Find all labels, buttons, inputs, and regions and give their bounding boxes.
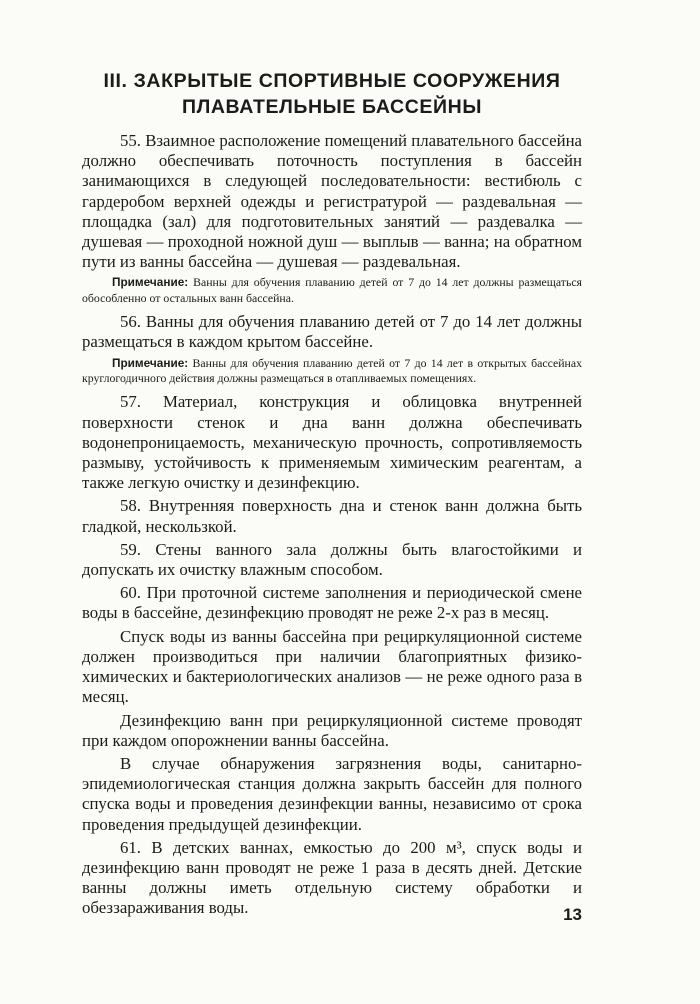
paragraph-60-drain: Спуск воды из ванны бассейна при рециркуляционной системе должен производиться при наличии благоприятных физико-химических и бактериологических анализов — не реже одного раза в месяц. bbox=[82, 626, 582, 707]
paragraph-55: 55. Взаимное расположение помещений плавательного бассейна должно обеспечивать поточность поступления в бассейн занимающихся в следующей последовательности: вестибюль с гардеробом верхней одежды и регистратурой — раздевальная — площадка (зал) для подготовительных занятий — раздевалка — душевая — проходной ножной душ — выплыв — ванна; на обратном пути из ванны бассейна — душевая — раздевальная. bbox=[82, 131, 582, 272]
paragraph-61: 61. В детских ваннах, емкостью до 200 м³, спуск воды и дезинфекцию ванн проводят не реже 1 раза в десять дней. Детские ванны должны иметь отдельную систему обработки и обеззараживания воды. bbox=[82, 837, 582, 918]
paragraph-60-contamination: В случае обнаружения загрязнения воды, санитарно-эпидемиологическая станция должна закрыть бассейн для полного спуска воды и проведения дезинфекции ванны, независимо от срока проведения предыдущей дезинфекции. bbox=[82, 753, 582, 834]
heading-line-2: ПЛАВАТЕЛЬНЫЕ БАССЕЙНЫ bbox=[181, 96, 483, 118]
page-number: 13 bbox=[563, 905, 582, 924]
note-label: Примечание: bbox=[112, 355, 189, 370]
paragraph-56: 56. Ванны для обучения плаванию детей от 7 до 14 лет должны размещаться в каждом крытом бассейне. bbox=[82, 312, 582, 352]
heading-line-1: III. ЗАКРЫТЫЕ СПОРТИВНЫЕ СООРУЖЕНИЯ bbox=[103, 70, 561, 92]
paragraph-57: 57. Материал, конструкция и облицовка внутренней поверхности стенок и дна ванн должна обеспечивать водонепроницаемость, механическую прочность, сопротивляемость размыву, устойчивость к применяемым химическим реагентам, а также легкую очистку и дезинфекцию. bbox=[82, 392, 582, 493]
note-56 bbox=[82, 356, 582, 387]
paragraph-59: 59. Стены ванного зала должны быть влагостойкими и допускать их очистку влажным способом. bbox=[82, 539, 582, 580]
paragraph-58: 58. Внутренняя поверхность дна и стенок ванн должна быть гладкой, нескользкой. bbox=[82, 496, 582, 536]
note-label: Примечание: bbox=[112, 275, 189, 290]
note-text: Ванны для обучения плаванию детей от 7 до 14 лет в открытых бассейнах круглогодичного действия должны размещаться в отапливаемых помещениях. bbox=[82, 355, 582, 386]
paragraph-60-disinfection: Дезинфекцию ванн при рециркуляционной системе проводят при каждом опорожнении ванны бассейна. bbox=[82, 710, 582, 750]
section-heading bbox=[82, 68, 582, 120]
note-55 bbox=[82, 275, 582, 306]
paragraph-60: 60. При проточной системе заполнения и периодической смене воды в бассейне, дезинфекцию проводят не реже 2-х раз в месяц. bbox=[82, 583, 582, 623]
note-text: Ванны для обучения плаванию детей от 7 до 14 лет должны размещаться обособленно от остальных ванн бассейна. bbox=[82, 275, 582, 305]
